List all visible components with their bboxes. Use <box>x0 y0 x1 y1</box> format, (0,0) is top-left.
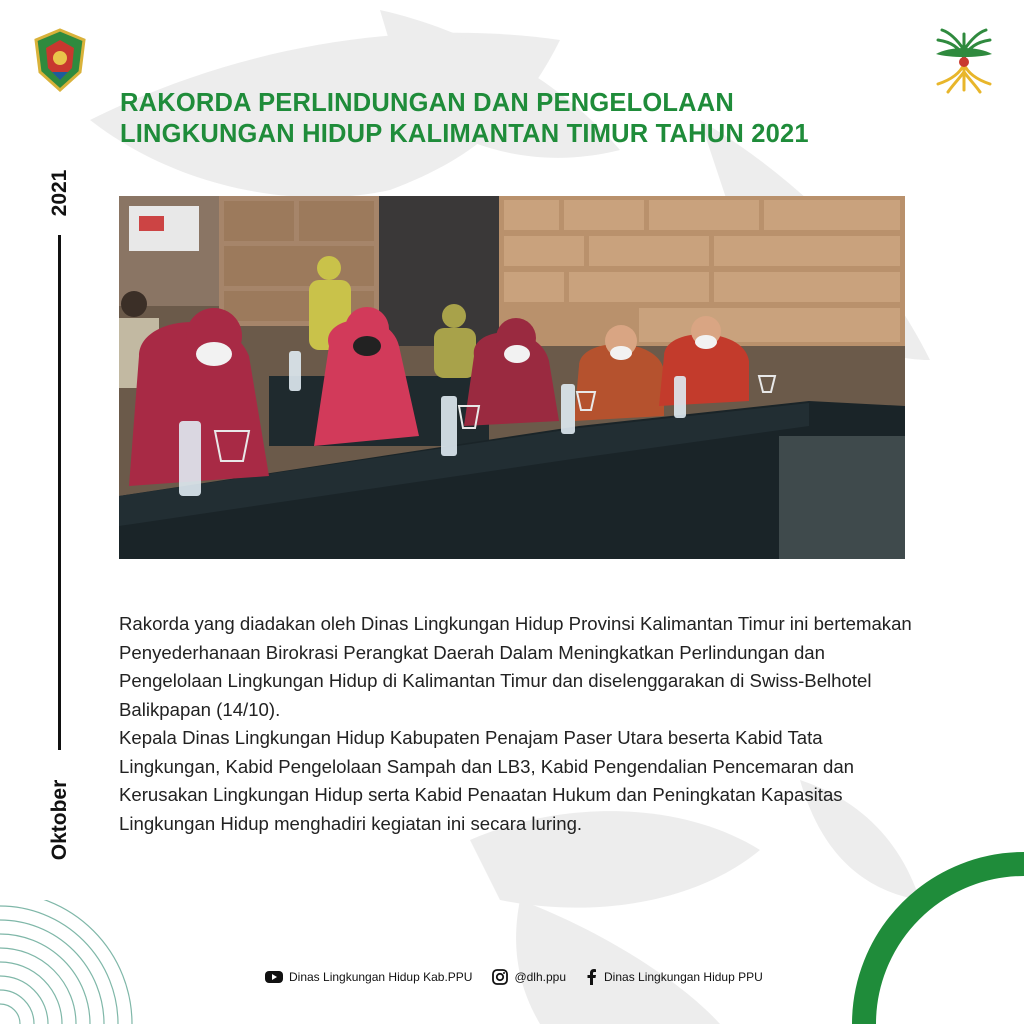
regency-emblem-logo <box>32 28 88 92</box>
meeting-photo <box>119 196 905 559</box>
title-line-2: LINGKUNGAN HIDUP KALIMANTAN TIMUR TAHUN 2021 <box>120 120 809 148</box>
footer-instagram-label: @dlh.ppu <box>514 970 567 984</box>
footer-youtube-label: Dinas Lingkungan Hidup Kab.PPU <box>289 970 473 984</box>
sidebar-year: 2021 <box>48 169 71 217</box>
tree-logo <box>930 24 998 94</box>
concentric-rings-decoration <box>0 900 140 1024</box>
facebook-icon <box>586 969 598 985</box>
body-paragraph-2: Kepala Dinas Lingkungan Hidup Kabupaten Penajam Paser Utara beserta Kabid Tata Lingkungan, Kabid Pengelolaan Sampah dan LB3, Kabid Pengendalian Pencemaran dan Kerusakan Lingkungan Hidup serta Kabid Penaatan Hukum dan Peningkatan Kapasitas Lingkungan Hidup menghadiri kegiatan ini secara luring. <box>119 727 855 834</box>
title-line-1: RAKORDA PERLINDUNGAN DAN PENGELOLAAN <box>120 89 735 117</box>
footer-facebook-label: Dinas Lingkungan Hidup PPU <box>604 970 763 984</box>
green-arc-decoration <box>850 850 1024 1024</box>
instagram-icon <box>492 969 508 985</box>
social-footer <box>265 966 783 988</box>
page-title <box>120 88 940 150</box>
footer-facebook[interactable] <box>586 969 763 985</box>
footer-instagram[interactable] <box>492 969 566 985</box>
article-body <box>119 610 919 838</box>
body-paragraph-1: Rakorda yang diadakan oleh Dinas Lingkungan Hidup Provinsi Kalimantan Timur ini bertemakan Penyederhanaan Birokrasi Perangkat Daerah Dalam Meningkatkan Perlindungan dan Pengelolaan Lingkungan Hidup di Kalimantan Timur dan diselenggarakan di Swiss-Belhotel Balikpapan (14/10). <box>119 613 912 720</box>
footer-youtube[interactable] <box>265 970 472 984</box>
sidebar-month: Oktober <box>48 779 71 861</box>
youtube-icon <box>265 970 283 984</box>
sidebar-divider <box>58 235 61 750</box>
